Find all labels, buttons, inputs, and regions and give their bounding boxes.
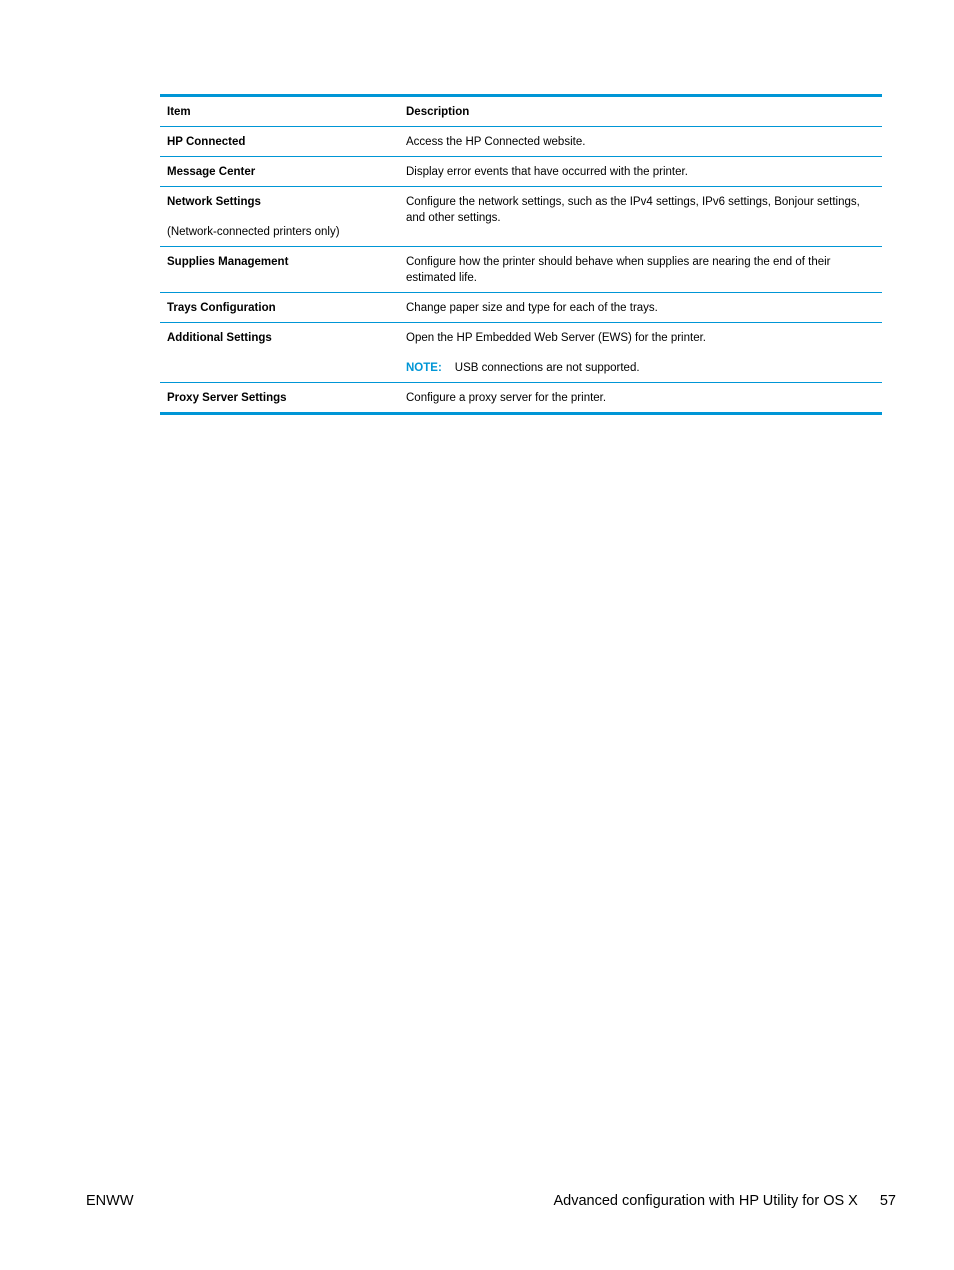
footer-left-label: ENWW bbox=[86, 1193, 134, 1209]
footer-right bbox=[553, 1192, 896, 1210]
table-row bbox=[160, 156, 882, 186]
table-row bbox=[160, 246, 882, 292]
row-description: Change paper size and type for each of the trays. bbox=[406, 302, 658, 314]
header-item: Item bbox=[167, 106, 191, 118]
table-row bbox=[160, 126, 882, 156]
table-row bbox=[160, 322, 882, 382]
row-item: HP Connected bbox=[167, 136, 246, 148]
table-row bbox=[160, 186, 882, 246]
note-text: USB connections are not supported. bbox=[454, 362, 640, 374]
row-description: Configure the network settings, such as the IPv4 settings, IPv6 settings, Bonjour settings, and other settings. bbox=[406, 196, 860, 224]
row-item: Network Settings bbox=[167, 196, 261, 208]
note-label: NOTE: bbox=[406, 362, 442, 374]
page-number: 57 bbox=[879, 1193, 896, 1209]
row-description: Open the HP Embedded Web Server (EWS) for the printer. bbox=[406, 332, 706, 344]
row-item: Supplies Management bbox=[167, 256, 289, 268]
row-item: Additional Settings bbox=[167, 332, 272, 344]
row-item: Proxy Server Settings bbox=[167, 392, 287, 404]
table-header-row bbox=[160, 97, 882, 126]
row-description: Display error events that have occurred with the printer. bbox=[406, 166, 688, 178]
row-description: Access the HP Connected website. bbox=[406, 136, 586, 148]
note bbox=[406, 360, 876, 376]
table-row bbox=[160, 382, 882, 412]
row-description-cell bbox=[400, 323, 882, 382]
row-item-cell bbox=[160, 187, 400, 246]
footer-title: Advanced configuration with HP Utility for OS X bbox=[553, 1193, 858, 1209]
row-description: Configure a proxy server for the printer. bbox=[406, 392, 607, 404]
table-row bbox=[160, 292, 882, 322]
row-item: Trays Configuration bbox=[167, 302, 276, 314]
settings-table bbox=[160, 94, 882, 415]
row-item: Message Center bbox=[167, 166, 256, 178]
header-description: Description bbox=[406, 106, 470, 118]
row-item-note: (Network-connected printers only) bbox=[167, 226, 340, 238]
row-description: Configure how the printer should behave when supplies are nearing the end of their estimated life. bbox=[406, 256, 831, 284]
